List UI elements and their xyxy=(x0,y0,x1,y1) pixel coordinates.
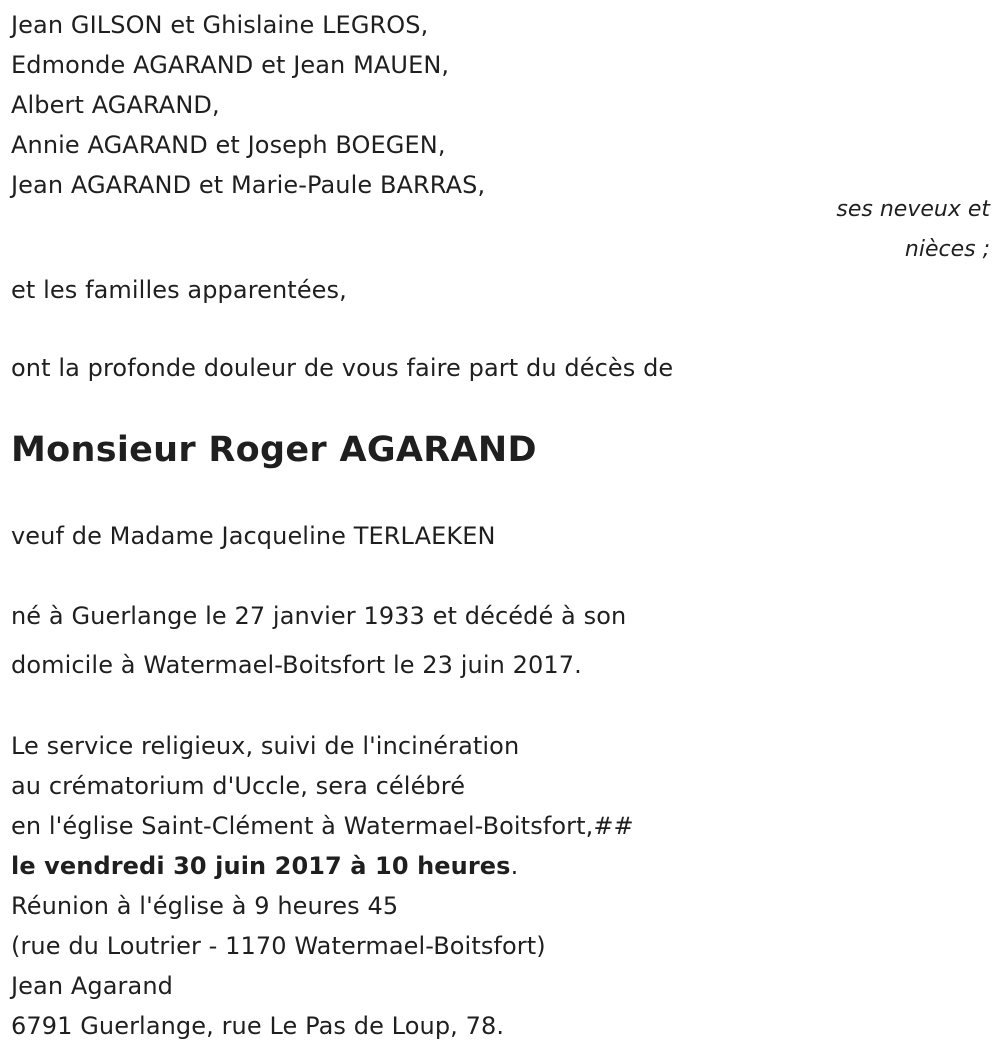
family-line-3: Albert AGARAND, xyxy=(11,91,220,119)
service-line-2: au crématorium d'Uccle, sera célébré xyxy=(11,772,466,800)
widow-line: veuf de Madame Jacqueline TERLAEKEN xyxy=(11,522,496,550)
service-date-time-punctuation: . xyxy=(510,852,519,880)
contact-address: 6791 Guerlange, rue Le Pas de Loup, 78. xyxy=(11,1012,505,1040)
service-date-time-line xyxy=(11,851,518,881)
relationship-line-1: ses neveux et xyxy=(836,197,990,222)
meeting-time: Réunion à l'église à 9 heures 45 xyxy=(11,892,399,920)
family-line-1: Jean GILSON et Ghislaine LEGROS, xyxy=(11,11,429,39)
service-line-1: Le service religieux, suivi de l'incinération xyxy=(11,732,520,760)
service-line-3: en l'église Saint-Clément à Watermael-Boitsfort,## xyxy=(11,812,634,840)
service-date-time: le vendredi 30 juin 2017 à 10 heures xyxy=(11,852,511,880)
related-families-text: et les familles apparentées, xyxy=(11,276,347,304)
birth-death-line-1: né à Guerlange le 27 janvier 1933 et décédé à son xyxy=(11,602,627,630)
contact-name: Jean Agarand xyxy=(11,972,173,1000)
family-line-2: Edmonde AGARAND et Jean MAUEN, xyxy=(11,51,450,79)
family-line-5: Jean AGARAND et Marie-Paule BARRAS, xyxy=(11,171,486,199)
birth-death-line-2: domicile à Watermael-Boitsfort le 23 juin 2017. xyxy=(11,651,582,679)
relationship-line-2: nièces ; xyxy=(904,237,990,262)
deceased-name: Monsieur Roger AGARAND xyxy=(11,430,537,470)
family-line-4: Annie AGARAND et Joseph BOEGEN, xyxy=(11,131,446,159)
announcement-text: ont la profonde douleur de vous faire part du décès de xyxy=(11,354,674,382)
church-address: (rue du Loutrier - 1170 Watermael-Boitsfort) xyxy=(11,932,546,960)
